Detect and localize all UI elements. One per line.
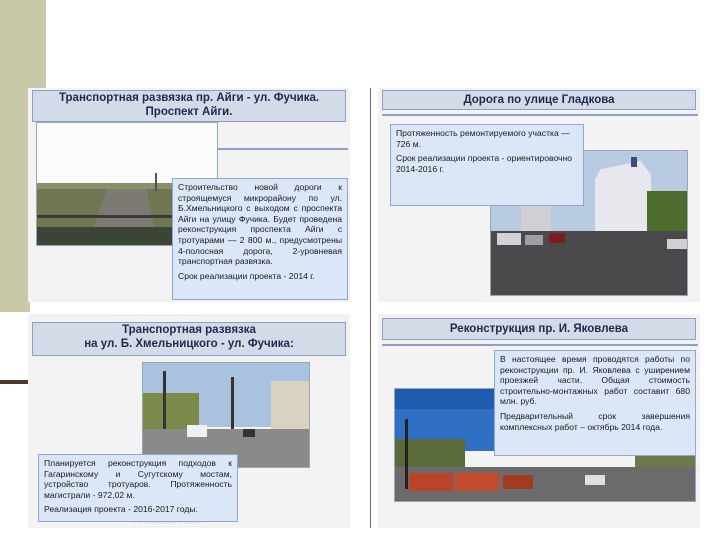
slide-title: Реконструкция пр. И. Яковлева bbox=[382, 318, 696, 340]
slide-title bbox=[32, 322, 346, 356]
project-deadline: Срок реализации проекта - 2014 г. bbox=[178, 270, 315, 281]
decorative-side-bar-tab bbox=[0, 300, 30, 312]
project-description: Планируется реконструкция подходов к Гагаринскому и Сугутскому мостам, устройство тротуаров. Протяженность магистрали - 972,02 м. bbox=[44, 458, 232, 500]
project-description: Строительство новой дороги к строящемуся микрорайону по ул. Б.Хмельницкого с выходом с проспекта Айги на улицу Фучика. Будет проведена реконструкция проспекта Айги с тротуарами — 2 800 м., предусмотрены 4-полосная дорога, 2-уровневая транспортная развязка. bbox=[178, 182, 342, 267]
slide-gladkov-street bbox=[378, 88, 700, 302]
project-deadline: Реализация проекта - 2016-2017 годы. bbox=[44, 504, 198, 515]
slide-title-line-1: Транспортная развязка bbox=[122, 324, 256, 336]
slide-khmelnitsky-interchange bbox=[28, 314, 350, 528]
project-description-box bbox=[38, 454, 238, 522]
decorative-rule bbox=[382, 114, 698, 116]
slide-header-small-text: · · · · · · · · · · · · · · · · · · · · · · · · · · · · · · · · bbox=[112, 314, 203, 319]
project-deadline: Предварительный срок завершения комплексных работ – октябрь 2014 года. bbox=[500, 410, 690, 432]
slide-title-line-1: Транспортная развязка пр. Айги - ул. Фучика. bbox=[58, 92, 320, 104]
decorative-rule bbox=[382, 344, 698, 346]
crossroad-photo bbox=[142, 362, 310, 468]
slide-aigi-interchange bbox=[28, 88, 350, 302]
decorative-accent-line bbox=[0, 380, 30, 384]
slide-yakovlev-reconstruction bbox=[378, 314, 700, 528]
project-description: В настоящее время проводятся работы по реконструкции пр. И. Яковлева с уширением проезжей части. Общая стоимость строительно-монтажных работ составит 680 млн. руб. bbox=[500, 354, 690, 407]
slide-title-line-2: Проспект Айги. bbox=[145, 106, 233, 118]
road-length: Протяженность ремонтируемого участка — 726 м. bbox=[396, 128, 570, 149]
slide-title-line-2: на ул. Б. Хмельницкого - ул. Фучика: bbox=[84, 338, 294, 350]
slide-divider bbox=[370, 88, 371, 528]
project-description-box bbox=[494, 350, 696, 456]
project-description-box bbox=[172, 178, 348, 300]
project-deadline: Срок реализации проекта - ориентировочно 2014-2016 г. bbox=[396, 153, 573, 174]
decorative-rule bbox=[214, 148, 348, 150]
slide-title: Дорога по улице Гладкова bbox=[382, 90, 696, 110]
project-info-box bbox=[390, 124, 584, 206]
slide-title bbox=[32, 90, 346, 122]
slide-footer-small-text: · · · · · · · · · · · · · · · · · · · · · · · · · bbox=[132, 521, 203, 526]
